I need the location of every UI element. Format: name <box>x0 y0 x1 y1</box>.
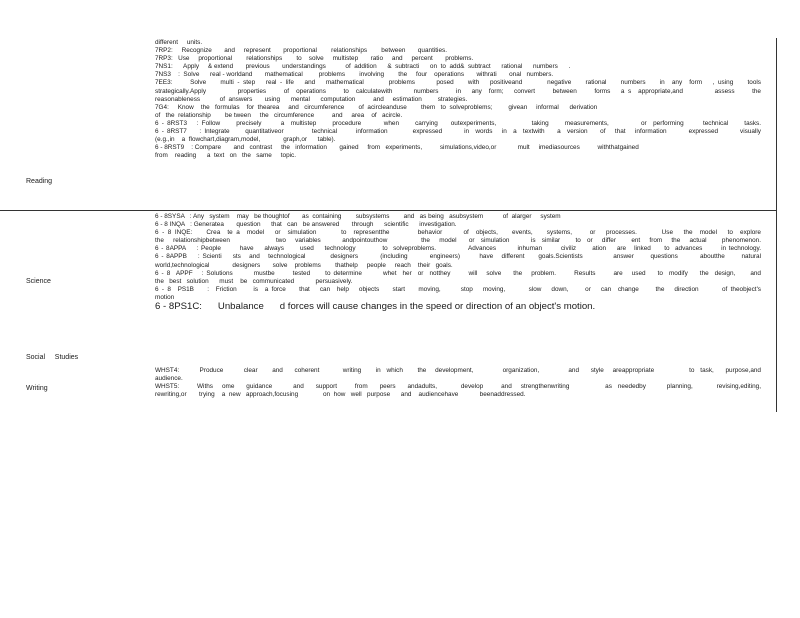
standard-text-line: 7RP2: Recognize and represent proportional relationships between quantities. <box>155 47 447 55</box>
standard-text-line: 7EE3: Solve multi - step real - life and mathematical problems posed with positiveand negative rational numbers in any form , using tools <box>155 79 761 87</box>
standard-text-line: audience. <box>155 375 183 383</box>
standard-text-line: 6 - 8RST3 : Follow precisely a multistep procedure when carrying outexperiments, taking measurements, or performing technical tasks. <box>155 119 761 127</box>
reading-standards <box>155 39 761 160</box>
standard-text-line: (e.g.,in a flowchart,diagram,model, graph,or table). <box>155 136 336 144</box>
standard-text-line: 6 - 8RST9 : Compare and contrast the information gained from experiments, simulations,video,or mult imediasources withthatgained <box>155 144 639 152</box>
science-standards <box>155 213 761 312</box>
standard-text-line: the best solution must be communicated persuasively. <box>155 277 353 285</box>
standard-text-line: motion <box>155 293 175 301</box>
standard-text-line: WHST5: Withs ome guidance and support from peers andadults, develop and strengthenwriting as neededby planning, revising,editing, <box>155 383 761 391</box>
subject-label-science: Science <box>26 278 51 285</box>
standard-text-line: strategically.Apply properties of operations to calculatewith numbers in any form; convert between forms a s appropriate,and assess the <box>155 87 761 95</box>
standard-text-line: 6 - 8APPA : People have always used technology to solveproblems. Advances inhuman civiliz ation are linked to advances in technology. <box>155 245 761 253</box>
standard-text-line: 6 - 8 APPF : Solutions mustbe tested to determine whet her or notthey will solve the problem. Results are used to modify the design, and <box>155 269 761 277</box>
standard-text-line: 6 - 8SYSA : Any system may be thoughtof as containing subsystems and as being asubsystem of alarger system <box>155 213 561 220</box>
standard-text-line: 7RP3: Use proportional relationships to solve multistep ratio and percent problems. <box>155 55 474 63</box>
standard-text-line: WHST4: Produce clear and coherent writing in which the development, organization, and style areappropriate to task, purpose,and <box>155 367 761 374</box>
standard-text-line: 7NS3 : Solve real - worldand mathematical problems involving the four operations withrati onal numbers. <box>155 71 554 79</box>
standard-text-line: 6 - 8 INQE: Crea te a model or simulation to representthe behavior of objects, events, systems, or processes. Use the model to explore <box>155 229 761 237</box>
standard-text-line: 6 - 8 INQA : Generatea question that can be answered through scientific investigation. <box>155 221 457 229</box>
standard-text-line: 6 - 8PS1C: Unbalance d forces will cause changes in the speed or direction of an object's motion. <box>155 302 596 313</box>
standard-text-line: the relationshipbetween two variables andpointouthow the model or simulation is similar to or differ ent from the actual phenomenon. <box>155 237 761 245</box>
subject-label-writing: Writing <box>26 385 48 392</box>
standard-text-line: different units. <box>155 39 203 46</box>
standard-text-line: rewriting,or trying a new approach,focusing on how well purpose and audiencehave beenaddressed. <box>155 391 526 399</box>
writing-standards <box>155 367 761 399</box>
standard-text-line: 6 - 8APPB : Scienti sts and technological designers (including engineers) have different goals.Scientists answer questions aboutthe natural <box>155 253 761 261</box>
standard-text-line: world,technological designers solve problems thathelp people reach their goals. <box>155 261 453 269</box>
subject-label-reading: Reading <box>26 178 53 185</box>
standard-text-line: 6 - 8 PS1B : Friction is a force that can help objects start moving, stop moving, slow down, or can change the direction of theobject's <box>155 285 761 293</box>
table-right-border <box>776 38 777 412</box>
standard-text-line: 6 - 8RST7 : Integrate quantitativeor technical information expressed in words in a textwith a version of that information expressed visually <box>155 128 761 136</box>
subject-label-social-studies: Social Studies <box>26 354 79 361</box>
table-row-divider <box>0 210 777 211</box>
standard-text-line: reasonableness of answers using mental computation and estimation strategies. <box>155 95 468 103</box>
standard-text-line: 7NS1: Apply & extend previous understandings of addition & subtracti on to add& subtract rational numbers . <box>155 63 571 71</box>
standard-text-line: of the relationship be tween the circumference and area of acircle. <box>155 111 403 119</box>
standard-text-line: 7G4: Know the formulas for thearea and circumference of acircleanduse them to solveproblems; givean informal derivation <box>155 103 598 111</box>
standard-text-line: from reading a text on the same topic. <box>155 152 297 160</box>
